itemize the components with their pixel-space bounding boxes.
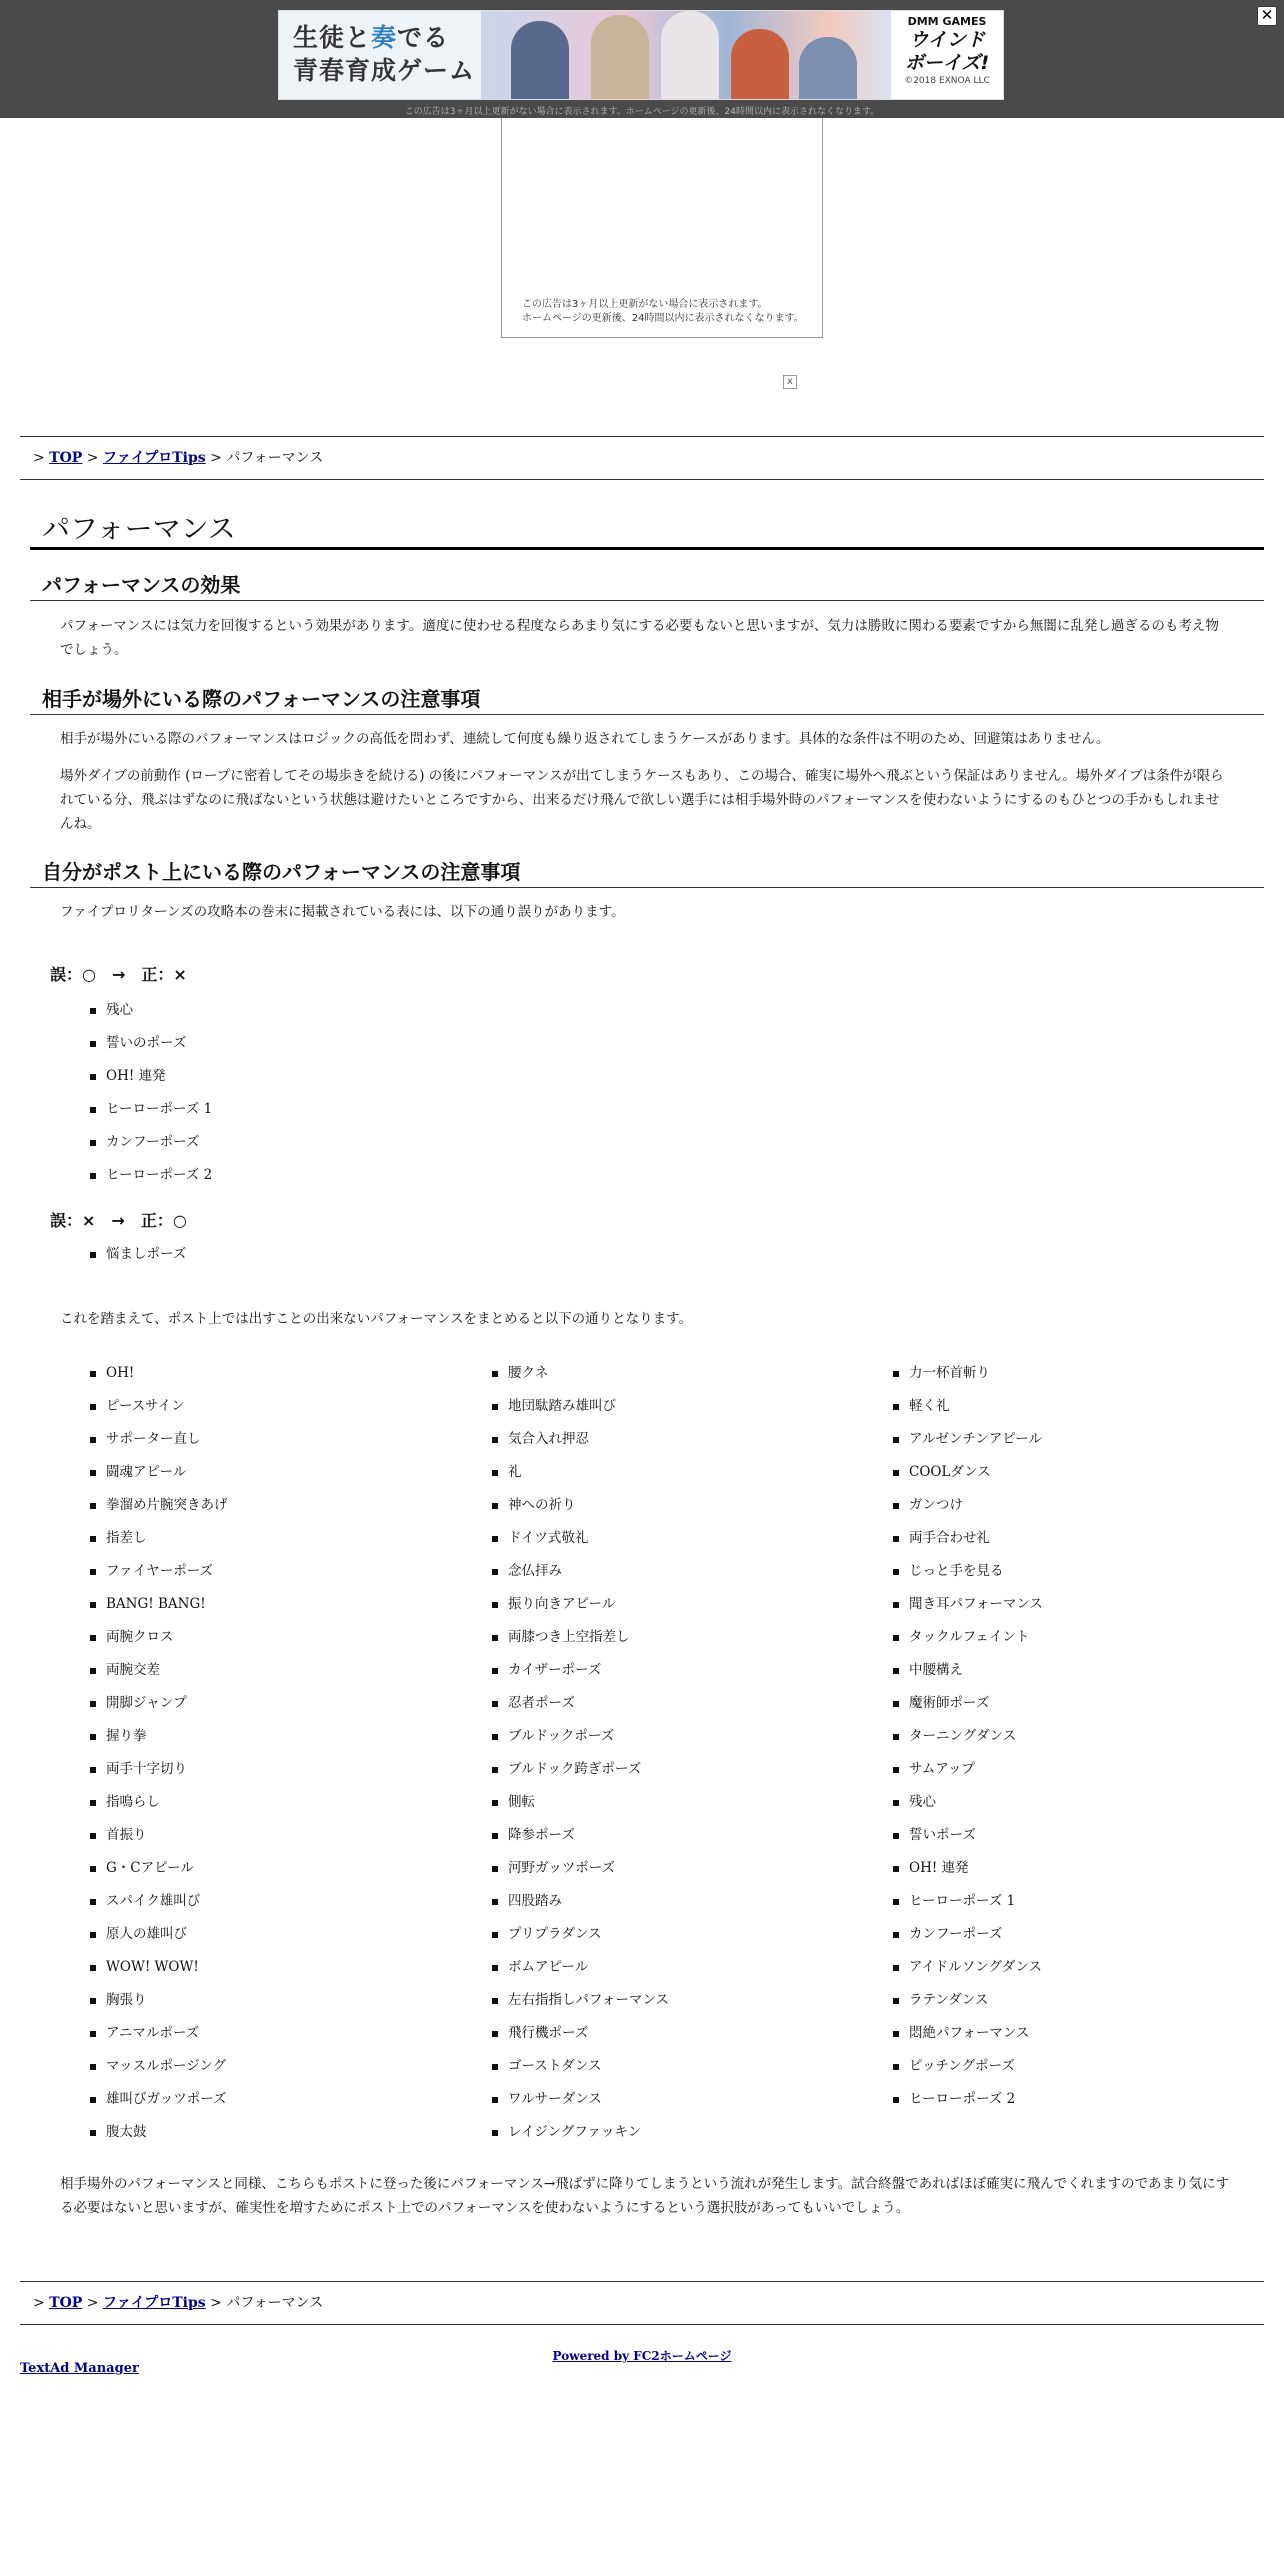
list-item: 神への祈り	[492, 1489, 872, 1522]
section-heading-outside: 相手が場外にいる際のパフォーマンスの注意事項	[30, 685, 1264, 715]
list-item: G・Cアピール	[90, 1852, 470, 1885]
list-item: 力一杯首斬り	[893, 1357, 1253, 1390]
breadcrumb-top-link[interactable]: TOP	[49, 450, 83, 466]
page-title: パフォーマンス	[30, 510, 1264, 550]
list-item: アイドルソングダンス	[893, 1951, 1253, 1984]
list-item: 両膝つき上空指差し	[492, 1621, 872, 1654]
list-item: ガンつけ	[893, 1489, 1253, 1522]
performance-list-col1	[90, 1357, 470, 2149]
list-item: マッスルポージング	[90, 2050, 470, 2083]
list-item: カイザーポーズ	[492, 1654, 872, 1687]
list-item: 腹太鼓	[90, 2116, 470, 2149]
list-item: OH!	[90, 1357, 470, 1390]
list-item: ラテンダンス	[893, 1984, 1253, 2017]
list-item: 首振り	[90, 1819, 470, 1852]
breadcrumb-bottom: > TOP > ファイプロTips > パフォーマンス	[20, 2281, 1264, 2325]
list-item: 河野ガッツポーズ	[492, 1852, 872, 1885]
list-item: サポーター直し	[90, 1423, 470, 1456]
section-heading-post: 自分がポスト上にいる際のパフォーマンスの注意事項	[30, 858, 1264, 888]
list-item: 指鳴らし	[90, 1786, 470, 1819]
list-item: 残心	[893, 1786, 1253, 1819]
list-item: 両腕交差	[90, 1654, 470, 1687]
correction-list-1	[90, 994, 212, 1192]
list-item: WOW! WOW!	[90, 1951, 470, 1984]
correction-label-1: 誤：○ → 正：×	[50, 965, 187, 984]
list-item: 気合入れ押忍	[492, 1423, 872, 1456]
ad-banner[interactable]	[278, 10, 1004, 100]
breadcrumb-tips-link[interactable]: ファイプロTips	[102, 2295, 206, 2311]
list-item: ターニングダンス	[893, 1720, 1253, 1753]
list-item: COOLダンス	[893, 1456, 1253, 1489]
section-text-post-intro: ファイプロリターンズの攻略本の巻末に掲載されている表には、以下の通り誤りがあります。	[60, 904, 625, 920]
list-item: 聞き耳パフォーマンス	[893, 1588, 1253, 1621]
list-item: OH! 連発	[90, 1060, 212, 1093]
list-item: OH! 連発	[893, 1852, 1253, 1885]
list-item: 開脚ジャンプ	[90, 1687, 470, 1720]
list-item: ドイツ式敬礼	[492, 1522, 872, 1555]
list-item: ヒーローポーズ 1	[893, 1885, 1253, 1918]
list-item: ヒーローポーズ 1	[90, 1093, 212, 1126]
correction-list-2	[90, 1238, 186, 1271]
list-item: ヒーローポーズ 2	[893, 2083, 1253, 2116]
section-text-post-summary: これを踏まえて、ポスト上では出すことの出来ないパフォーマンスをまとめると以下の通りとなります。	[60, 1311, 693, 1327]
section-text-post-closing: 相手場外のパフォーマンスと同様、こちらもポストに登った後にパフォーマンス→飛ばずに降りてしまうという流れが発生します。試合終盤であればほぼ確実に飛んでくれますのであまり気にする必要はないと思いますが、確実性を増すためにポスト上でのパフォーマンスを使わないようにするという選択肢があってもいいでしょう。	[60, 2176, 1230, 2216]
ad-banner-text: 生徒と奏でる 青春育成ゲーム	[279, 11, 481, 99]
list-item: ゴーストダンス	[492, 2050, 872, 2083]
list-item: 忍者ポーズ	[492, 1687, 872, 1720]
list-item: ブルドックポーズ	[492, 1720, 872, 1753]
list-item: 四股踏み	[492, 1885, 872, 1918]
list-item: じっと手を見る	[893, 1555, 1253, 1588]
list-item: 誓いポーズ	[893, 1819, 1253, 1852]
close-icon[interactable]: x	[783, 375, 797, 389]
top-ad-bar	[0, 0, 1284, 118]
list-item: 拳溜め片腕突きあげ	[90, 1489, 470, 1522]
list-item: アニマルポーズ	[90, 2017, 470, 2050]
list-item: 悩ましポーズ	[90, 1238, 186, 1271]
list-item: 念仏拝み	[492, 1555, 872, 1588]
list-item: ヒーローポーズ 2	[90, 1159, 212, 1192]
list-item: 両腕クロス	[90, 1621, 470, 1654]
list-item: 雄叫びガッツポーズ	[90, 2083, 470, 2116]
list-item: 軽く礼	[893, 1390, 1253, 1423]
list-item: カンフーポーズ	[90, 1126, 212, 1159]
breadcrumb: > TOP > ファイプロTips > パフォーマンス	[20, 436, 1264, 480]
list-item: 降参ポーズ	[492, 1819, 872, 1852]
list-item: レイジングファッキン	[492, 2116, 872, 2149]
list-item: 誓いのポーズ	[90, 1027, 212, 1060]
close-ad-button[interactable]: ✕	[1257, 6, 1277, 26]
list-item: 飛行機ポーズ	[492, 2017, 872, 2050]
list-item: サムアップ	[893, 1753, 1253, 1786]
section-text-effect: パフォーマンスには気力を回復するという効果があります。適度に使わせる程度ならあまり気にする必要もないと思いますが、気力は勝敗に関わる要素ですから無闇に乱発し過ぎるのも考え物でしょう。	[60, 618, 1219, 658]
breadcrumb-top-link[interactable]: TOP	[49, 2295, 83, 2311]
list-item: 指差し	[90, 1522, 470, 1555]
performance-list-col2	[492, 1357, 872, 2149]
list-item: 地団駄踏み雄叫び	[492, 1390, 872, 1423]
list-item: ワルサーダンス	[492, 2083, 872, 2116]
section-text-outside-2: 場外ダイブの前動作 (ロープに密着してその場歩きを続ける) の後にパフォーマンスが出てしまうケースもあり、この場合、確実に場外へ飛ぶという保証はありません。場外ダイブは条件が限られている分、飛ぶはずなのに飛ばないという状態は避けたいところですから、出来るだけ飛んで欲しい選手には相手場外時のパフォーマンスを使わないようにするのもひとつの手かもしれませんね。	[60, 768, 1224, 832]
section-heading-effect: パフォーマンスの効果	[30, 571, 1264, 601]
ad-notice-text: この広告は3ヶ月以上更新がない場合に表示されます。ホームページの更新後、24時間以内に表示されなくなります。	[404, 107, 880, 117]
list-item: 礼	[492, 1456, 872, 1489]
ad-game-logo: DMM GAMES ウインド ボーイズ! ©2018 EXNOA LLC	[891, 11, 1003, 99]
ad-banner-artwork	[481, 11, 891, 99]
list-item: アルゼンチンアピール	[893, 1423, 1253, 1456]
list-item: ボムアピール	[492, 1951, 872, 1984]
list-item: 左右指指しパフォーマンス	[492, 1984, 872, 2017]
list-item: 残心	[90, 994, 212, 1027]
list-item: ブルドック跨ぎポーズ	[492, 1753, 872, 1786]
list-item: スパイク雄叫び	[90, 1885, 470, 1918]
list-item: プリプラダンス	[492, 1918, 872, 1951]
list-item: タックルフェイント	[893, 1621, 1253, 1654]
list-item: ファイヤーポーズ	[90, 1555, 470, 1588]
textad-manager-link[interactable]: TextAd Manager	[20, 2361, 139, 2376]
list-item: 両手十字切り	[90, 1753, 470, 1786]
list-item: 闘魂アピール	[90, 1456, 470, 1489]
list-item: 魔術師ポーズ	[893, 1687, 1253, 1720]
section-text-outside-1: 相手が場外にいる際のパフォーマンスはロジックの高低を問わず、連続して何度も繰り返されてしまうケースがあります。具体的な条件は不明のため、回避策はありません。	[60, 731, 1110, 747]
correction-label-2: 誤：× → 正：○	[50, 1211, 187, 1230]
breadcrumb-current: > パフォーマンス	[210, 2295, 324, 2311]
breadcrumb-current: > パフォーマンス	[210, 450, 324, 466]
list-item: 側転	[492, 1786, 872, 1819]
list-item: 振り向きアピール	[492, 1588, 872, 1621]
list-item: 胸張り	[90, 1984, 470, 2017]
performance-list-col3	[893, 1357, 1253, 2116]
list-item: 両手合わせ礼	[893, 1522, 1253, 1555]
list-item: 握り拳	[90, 1720, 470, 1753]
list-item: カンフーポーズ	[893, 1918, 1253, 1951]
list-item: ピースサイン	[90, 1390, 470, 1423]
list-item: 腰クネ	[492, 1357, 872, 1390]
list-item: 悶絶パフォーマンス	[893, 2017, 1253, 2050]
list-item: 原人の雄叫び	[90, 1918, 470, 1951]
list-item: ピッチングポーズ	[893, 2050, 1253, 2083]
powered-by-link[interactable]: Powered by FC2ホームページ	[552, 2349, 732, 2363]
breadcrumb-tips-link[interactable]: ファイプロTips	[102, 450, 206, 466]
list-item: 中腰構え	[893, 1654, 1253, 1687]
ad-box[interactable]	[501, 118, 823, 338]
list-item: BANG! BANG!	[90, 1588, 470, 1621]
ad-box-notice: この広告は3ヶ月以上更新がない場合に表示されます。 ホームページの更新後、24時間以内に表示されなくなります。	[522, 299, 804, 324]
